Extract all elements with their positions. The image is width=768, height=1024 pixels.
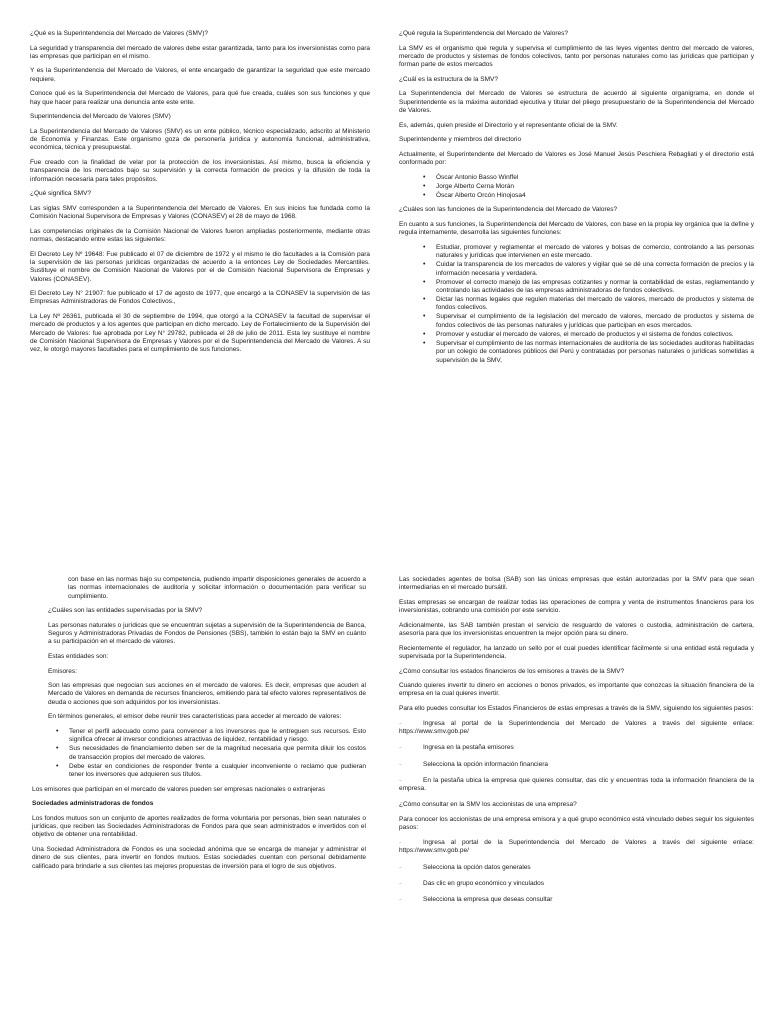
- step-item: [399, 761, 754, 769]
- paragraph: ¿Cómo consultar los estados financieros de los emisores a través de la SMV?: [399, 667, 625, 675]
- dot-marker: ·: [399, 719, 402, 727]
- step-text: En la pestaña ubica la empresa que quieres consultar, das clic y encuentras toda la información financiera de la empresa.: [399, 776, 754, 793]
- paragraph: Las siglas SMV corresponden a la Superintendencia del Mercado de Valores. En sus inicios fue fundada como la Comisión Nacional Supervisora de Empresas y Valores (CONASEV) el 28 de mayo de 1968.: [30, 204, 370, 221]
- step-item: [399, 839, 754, 856]
- paragraph: La Superintendencia del Mercado de Valores (SMV) es un ente público, técnico especializado, adscrito al Ministerio de Economía y Finanzas. Este organismo goza de personería jurídica y autonomía funcional, administrativa, económica, técnica y presupuestal.: [30, 127, 370, 152]
- paragraph: ¿Cómo consultar en la SMV los accionistas de una empresa?: [399, 801, 577, 809]
- paragraph: Estas entidades son:: [48, 652, 109, 660]
- paragraph: ¿Cuál es la estructura de la SMV?: [399, 75, 498, 83]
- paragraph: Adicionalmente, las SAB también prestan el servicio de resguardo de valores o custodia, administración de cartera, asesoría para que los inversionistas encuentren la mejor opción para su dinero.: [399, 621, 754, 638]
- document-page-1: [0, 0, 384, 512]
- paragraph: ¿Cuáles son las entidades supervisadas por la SMV?: [48, 607, 203, 615]
- list-item: • Jorge Alberto Cerna Morán: [436, 183, 754, 191]
- paragraph: Las sociedades agentes de bolsa (SAB) son las únicas empresas que están autorizadas por la SMV para que sean intermediarias en el mercado bursátil.: [399, 576, 754, 592]
- list-item: • Óscar Antonio Basso Winffel: [436, 174, 754, 182]
- paragraph: Para ello puedes consultar los Estados Financieros de estas empresas a través de la SMV, siguiendo los siguientes pasos:: [399, 705, 754, 713]
- bullet-list: [399, 174, 754, 200]
- document-page-4: [384, 512, 768, 1024]
- dot-marker: ·: [399, 760, 402, 768]
- paragraph: Estas empresas se encargan de realizar todas las operaciones de compra y venta de instrumentos financieros para los inversionistas, cobrando una comisión por este servicio.: [399, 598, 754, 615]
- step-item: [399, 880, 754, 888]
- list-item: • Cuidar la transparencia de los mercados de valores y vigilar que se dé una correcta formación de precios y la información necesaria y verdadera.: [436, 261, 754, 278]
- paragraph: Y es la Superintendencia del Mercado de Valores, el ente encargado de garantizar la seguridad que este mercado requiere.: [30, 67, 370, 83]
- document-page-3: [0, 512, 384, 1024]
- dot-marker: ·: [399, 879, 402, 887]
- step-text: Selecciona la opción datos generales: [423, 863, 531, 871]
- list-item: • Promover y estudiar el mercado de valores, el mercado de productos y el sistema de fondos colectivos.: [436, 331, 754, 339]
- paragraph: Conoce qué es la Superintendencia del Mercado de Valores, para qué fue creada, cuáles son sus funciones y que hay que hacer para realizar una denuncia ante este ente.: [30, 90, 370, 106]
- paragraph: ¿Qué significa SMV?: [30, 190, 92, 198]
- paragraph: En términos generales, el emisor debe reunir tres características para acceder al mercado de valores:: [48, 713, 342, 721]
- step-text: Selecciona la opción información financiera: [423, 760, 549, 768]
- paragraph: Una Sociedad Administradora de Fondos es una sociedad anónima que se encarga de manejar y administrar el dinero de sus clientes, para invertir en fondos mutuos. Estas sociedades cuentan con personal debidamente calificado para brindarle a sus clientes las mejores propuestas de inversión para el logro de sus objetivos.: [32, 845, 366, 870]
- paragraph: Son las empresas que negocian sus acciones en el mercado de valores. Es decir, empresas que acuden al Mercado de Valores en demanda de recursos financieros, emitiendo para tal efecto valores representativos de deuda o acciones que son adquiridos por los inversionistas.: [48, 682, 366, 706]
- section-heading: Sociedades administradoras de fondos: [32, 800, 154, 808]
- step-text: Ingresa al portal de la Superintendencia del Mercado de Valores a través del siguiente enlace: https://www.smv.gob.pe/: [399, 719, 754, 735]
- paragraph: Superintendente y miembros del directorio: [399, 136, 522, 144]
- paragraph: Para conocer los accionistas de una empresa emisora y a qué grupo económico está vinculado debes seguir los siguientes pasos:: [399, 816, 754, 832]
- step-text: Das clic en grupo económico y vinculados: [423, 879, 545, 887]
- step-text: Ingresa al portal de la Superintendencia del Mercado de Valores a través del siguiente enlace: https://www.smv.gob.pe/: [399, 838, 754, 855]
- paragraph: Los fondos mutuos son un conjunto de aportes realizados de forma voluntaria por personas, bien sean naturales o jurídicas, que reciben las Sociedades Administradoras de Fondos para que sean administrados e invertidos con el objetivo de obtener una rentabilidad.: [32, 814, 366, 839]
- step-text: Ingresa en la pestaña emisores: [423, 744, 514, 752]
- paragraph: Cuando quieres invertir tu dinero en acciones o bonos privados, es importante que conozcas la situación financiera de la empresa en la cual quieres invertir.: [399, 682, 754, 698]
- paragraph: El Decreto Ley Nº 19648: Fue publicado el 07 de diciembre de 1972 y el mismo le dio facultades a la Comisión para la supervisión de las personas jurídicas organizadas de acuerdo a la entonces Ley de Sociedades Mercantiles. Sustituye el nombre de Comisión Nacional de Valores por el de Comisión Nacional Supervisora de Empresas y Valores (CONASEV).: [30, 250, 370, 283]
- list-item: • Dictar las normas legales que regulen materias del mercado de valores, mercado de productos y sistema de fondos colectivos.: [436, 296, 754, 313]
- list-item: • Debe estar en condiciones de responder frente a cualquier inconveniente o reclamo que pudieran tener los inversores que adquieren sus títulos.: [69, 763, 366, 780]
- list-item: • Óscar Alberto Orcón Hinojosa4: [436, 192, 754, 200]
- bullet-list: [399, 244, 754, 365]
- list-item: • Supervisar el cumplimiento de la legislación del mercado de valores, mercado de productos y sistema de fondos colectivos de las personas naturales y jurídicas que participan en esos mercados.: [436, 313, 754, 330]
- paragraph: Superintendencia del Mercado de Valores (SMV): [30, 113, 171, 121]
- paragraph: La Superintendencia del Mercado de Valores se estructura de acuerdo al siguiente organigrama, en donde el Superintendente es la máxima autoridad ejecutiva y titular del pliego presupuestario de la Superintendencia del Mercado de Valores.: [399, 90, 754, 114]
- step-item: [399, 720, 754, 737]
- paragraph: ¿Qué regula la Superintendencia del Mercado de Valores?: [399, 30, 568, 37]
- paragraph: ¿Qué es la Superintendencia del Mercado de Valores (SMV)?: [30, 30, 209, 37]
- step-item: [399, 744, 754, 752]
- dot-marker: ·: [399, 838, 402, 846]
- list-item: • Sus necesidades de financiamiento deben ser de la magnitud necesaria que permita diluir los costos de transacción propios del mercado de valores.: [69, 745, 366, 762]
- step-item: [399, 896, 754, 904]
- paragraph: Los emisores que participan en el mercado de valores pueden ser empresas nacionales o extranjeras: [32, 785, 326, 793]
- paragraph: La Ley Nº 26361, publicada el 30 de septiembre de 1994, que otorgó a la CONASEV la facultad de supervisar el mercado de productos y a los agentes que participan en dicho mercado. Ley de Fortalecimiento de la Supervisión del Mercado de Valores: fue aprobada por Ley N° 29782, publicada el 28 de julio de 2011. Esta ley sustituye el nombre de Comisión Nacional Supervisora de Empresas y Valores por el de Superintendencia del Mercado de Valores. A su vez, le otorgó mayores facultades para el cumplimiento de sus funciones.: [30, 312, 370, 354]
- list-item: • Tener el perfil adecuado como para convencer a los inversores que le entreguen sus recursos. Esto significa ofrecer al inversor condiciones atractivas de liquidez, rentabilidad y riesgo.: [69, 728, 366, 745]
- paragraph: La SMV es el organismo que regula y supervisa el cumplimiento de las leyes vigentes dentro del mercado de valores, mercado de productos y sistemas de fondos colectivos, tanto por personas naturales como las jurídicas que participan y forman parte de estos mercados: [399, 44, 754, 69]
- list-item: • Promover el correcto manejo de las empresas cotizantes y normar la contabilidad de estas, reglamentando y controlando las actividades de las empresas administradoras de fondos colectivos.: [436, 279, 754, 296]
- document-page-2: [384, 0, 768, 512]
- step-text: Selecciona la empresa que deseas consultar: [423, 896, 553, 904]
- paragraph: Las competencias originales de la Comisión Nacional de Valores fueron ampliadas posteriormente, mediante otras normas, destacando entre estas las siguientes:: [30, 227, 370, 244]
- paragraph: Las personas naturales o jurídicas que se encuentran sujetas a supervisión de la Superintendencia de Banca, Seguros y Administradoras Privadas de Fondos de Pensiones (SBS), también lo están bajo la SMV en cuánto a su participación en el mercado de valores.: [48, 621, 366, 646]
- dot-marker: ·: [399, 744, 402, 752]
- paragraph: con base en las normas bajo su competencia, pudiendo impartir disposiciones generales de acuerdo a las normas internacionales de auditoría y solicitar información o documentación para verificar su cumplimiento.: [68, 576, 366, 600]
- dot-marker: ·: [399, 776, 402, 784]
- paragraph: Emisores:: [48, 667, 77, 675]
- paragraph: En cuanto a sus funciones, la Superintendencia del Mercado de Valores, con base en la propia ley orgánica que la define y regula internamente, desarrolla las siguientes funciones:: [399, 221, 754, 237]
- paragraph: Recientemente el regulador, ha lanzado un sello por el cual puedes identificar fácilmente si una entidad está regulada y supervisada por la Superintendencia.: [399, 644, 754, 660]
- paragraph: Actualmente, el Superintendente del Mercado de Valores es José Manuel Jesús Peschiera Rebagliati y el directorio está conformado por:: [399, 150, 754, 167]
- paragraph: ¿Cuáles son las funciones de la Superintendencia del Mercado de Valores?: [399, 206, 618, 214]
- dot-marker: ·: [399, 896, 402, 904]
- list-item: • Supervisar el cumplimiento de las normas internacionales de auditoría de las sociedades auditoras habilitadas por un colegio de contadores públicos del Perú y contratadas por personas naturales o jurídicas sometidas a supervisión de la SMV,: [436, 340, 754, 365]
- paragraph: El Decreto Ley N° 21907: fue publicado el 17 de agosto de 1977, que encargó a la CONASEV la supervisión de las Empresas Administradoras de Fondos Colectivos.,: [30, 290, 370, 306]
- step-item: [399, 777, 754, 794]
- paragraph: Fue creado con la finalidad de velar por la protección de los inversionistas. Así mismo, busca la eficiencia y transparencia de los mercados bajo su supervisión y la correcta formación de precios y la difusión de toda la información necesaria para tales propósitos.: [30, 159, 370, 183]
- step-item: [399, 864, 754, 872]
- paragraph: Es, además, quien preside el Directorio y el representante oficial de la SMV.: [399, 121, 618, 129]
- dot-marker: ·: [399, 863, 402, 871]
- paragraph: La seguridad y transparencia del mercado de valores debe estar garantizada, tanto para los inversionistas como para las empresas que participan en el mismo.: [30, 44, 370, 60]
- list-item: • Estudiar, promover y reglamentar el mercado de valores y bolsas de comercio, controlando a las personas naturales y jurídicas que intervienen en este mercado.: [436, 244, 754, 261]
- bullet-list: [32, 728, 366, 779]
